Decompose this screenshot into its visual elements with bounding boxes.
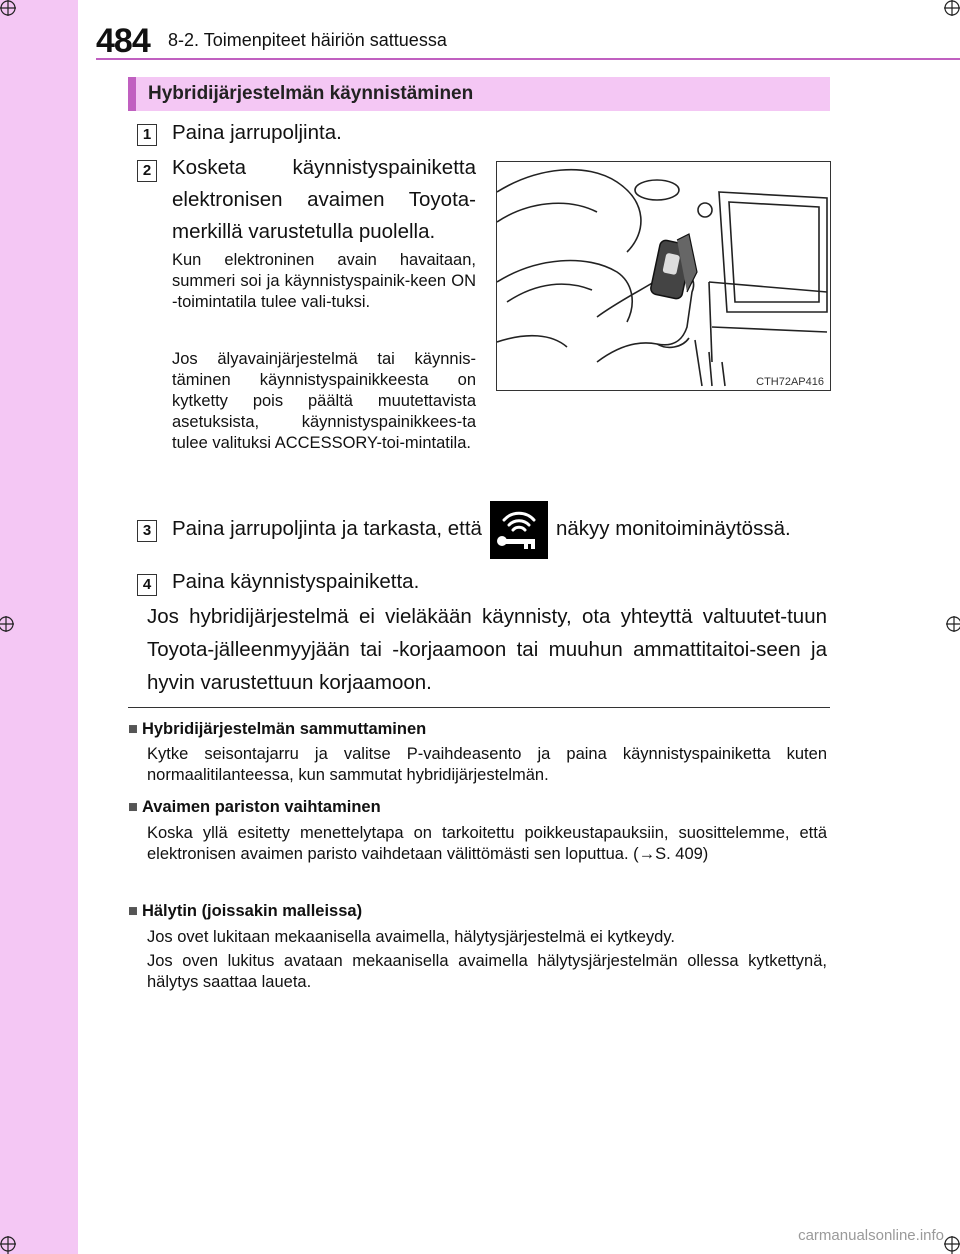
section-header bbox=[128, 77, 830, 111]
registration-mark-icon bbox=[0, 0, 24, 24]
chapter-title: 8-2. Toimenpiteet häiriön sattuessa bbox=[168, 30, 447, 50]
step-number-4: 4 bbox=[137, 574, 157, 596]
registration-mark-icon bbox=[0, 1230, 24, 1254]
illustration-drawing bbox=[497, 162, 829, 389]
header-rule bbox=[96, 58, 960, 60]
section-title: Hybridijärjestelmän käynnistäminen bbox=[148, 83, 474, 104]
ready-indicator-icon bbox=[490, 501, 548, 559]
step-number-2: 2 bbox=[137, 160, 157, 182]
step-3-text-before: Paina jarrupoljinta ja tarkasta, että bbox=[172, 517, 482, 540]
bullet-body-3b: Jos oven lukitus avataan mekaanisella avaimella hälytysjärjestelmän ollessa kytkettynä, hälytys saattaa laueta. bbox=[147, 952, 827, 991]
bullet-square-icon: ■ bbox=[128, 902, 138, 920]
step-number-3: 3 bbox=[137, 520, 157, 542]
bullet-title-3-text: Hälytin (joissakin malleissa) bbox=[141, 902, 363, 920]
registration-mark-icon bbox=[936, 0, 960, 24]
bullet-title-2-text: Avaimen pariston vaihtaminen bbox=[141, 798, 381, 816]
bullet-body-1: Kytke seisontajarru ja valitse P-vaihdeasento ja paina käynnistyspainiketta kuten normaalitilanteessa, kun sammutat hybridijärjestelmän. bbox=[147, 745, 827, 784]
step-1-text: Paina jarrupoljinta. bbox=[172, 121, 342, 144]
step-4-text: Paina käynnistyspainiketta. bbox=[172, 570, 420, 593]
step-4-followup: Jos hybridijärjestelmä ei vieläkään käynnisty, ota yhteyttä valtuutet-tuun Toyota-jälleenmyyjään tai -korjaamoon tai muuhun ammattitaitoi-seen ja hyvin varustettuun korjaamoon. bbox=[147, 605, 827, 694]
step-number-1: 1 bbox=[137, 124, 157, 146]
bullet-title-1-text: Hybridijärjestelmän sammuttaminen bbox=[141, 720, 427, 738]
ready-indicator-icon-drawing bbox=[490, 501, 548, 559]
step-2-note-1: Kun elektroninen avain havaitaan, summeri soi ja käynnistyspainik-keen ON -toimintatila tulee vali-tuksi. bbox=[172, 251, 476, 311]
bullet-square-icon: ■ bbox=[128, 720, 138, 738]
step-2-note-2: Jos älyavainjärjestelmä tai käynnis-täminen käynnistyspainikkeesta on kytketty pois päältä muutettavista asetuksista, käynnistyspainikkees-ta tulee valituksi ACCESSORY-toi-mintatila. bbox=[172, 350, 476, 452]
step-2-text: Kosketa käynnistyspainiketta elektronisen avaimen Toyota-merkillä varustetulla puolella. bbox=[172, 156, 476, 243]
step-3-line bbox=[172, 500, 791, 559]
section-divider bbox=[128, 707, 830, 708]
bullet-body-2: Koska yllä esitetty menettelytapa on tarkoitettu poikkeustapauksiin, suosittelemme, että elektronisen avaimen paristo vaihdetaan välittömästi sen loputtua. (→S. 409) bbox=[147, 824, 827, 863]
illustration-code: CTH72AP416 bbox=[756, 376, 824, 388]
bullet-body-3: Jos ovet lukitaan mekaanisella avaimella, hälytysjärjestelmä ei kytkeydy. bbox=[147, 928, 675, 946]
registration-mark-icon bbox=[936, 612, 960, 636]
bullet-title-2 bbox=[128, 798, 381, 817]
watermark: carmanualsonline.info bbox=[798, 1227, 944, 1244]
registration-mark-icon bbox=[0, 612, 24, 636]
hand-holding-key-illustration bbox=[496, 161, 831, 391]
bullet-title-1 bbox=[128, 720, 426, 739]
bullet-title-3 bbox=[128, 902, 362, 921]
step-3-text-after: näkyy monitoiminäytössä. bbox=[555, 517, 791, 540]
registration-mark-icon bbox=[936, 1230, 960, 1254]
bullet-square-icon: ■ bbox=[128, 798, 138, 816]
page-number: 484 bbox=[96, 22, 150, 60]
